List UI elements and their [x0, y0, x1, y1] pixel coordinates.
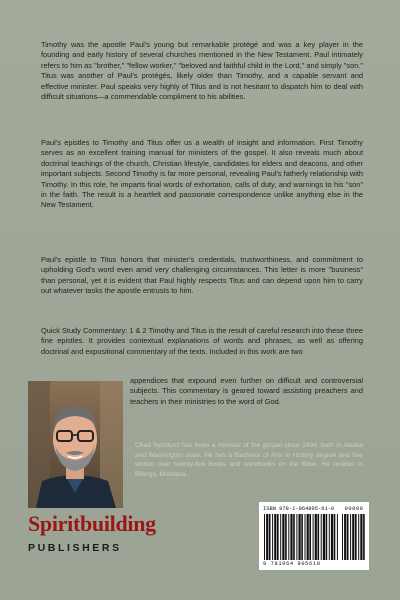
publisher-name-bottom: PUBLISHERS: [28, 542, 122, 554]
blurb-paragraph-4: Quick Study Commentary: 1 & 2 Timothy and Titus is the result of careful research into these three fine epistles. It provides contextual explanations of words and phrases, as well as offering doctrinal and expositional commentary of the texts. Included in this work are two: [41, 326, 363, 356]
blurb-paragraph-1: Timothy was the apostle Paul's young but remarkable protégé and was a key player in the founding and early history of several churches mentioned in the New Testament. Paul intimately refers to him as "brother," "fellow worker," "beloved and faithful child in the Lord," and simply "son." Titus was another of Paul's protégés, likely older than Timothy, and a capable servant and effective minister. Paul speaks very highly of Titus and is not hesitant to dispatch him to deal with difficult situations—a commendable compliment to his abilities.: [41, 40, 363, 102]
blurb-paragraph-4-continued: appendices that expound even further on difficult and controversial subjects. This commentary is geared toward assisting preachers and teachers in their ministries to the word of God.: [130, 376, 363, 406]
barcode-box: [259, 502, 369, 570]
blurb-paragraph-2: Paul's epistles to Timothy and Titus offer us a wealth of insight and information. First Timothy serves as an excellent training manual for ministers of the gospel. It also reveals much about doctrinal teachings of the church, Christian lifestyle, candidates for elders and deacons, and other important subjects. Second Timothy is far more personal, revealing Paul's fatherly relationship with Timothy. In this role, he imparts final words of exhortation, calls of duty, and warnings to his "son" in the faith. The result is a heartfelt and passionate correspondence unlike anything else in the New Testament.: [41, 138, 363, 210]
publisher-logo: [28, 512, 178, 554]
author-bio: Chad Sychtysz has been a minister of the gospel since 1994, both in Alaska and Washington state. He has a Bachelor of Arts in History degree and has written over twenty-five books and workbooks on the Bible. He resides in Billings, Montana.: [135, 442, 363, 478]
isbn-label: ISBN 978-1-964805-61-0: [263, 506, 335, 512]
price-code: 90000: [344, 506, 364, 512]
author-photo: [28, 381, 123, 508]
publisher-name-top: Spiritbuilding: [28, 511, 156, 536]
blurb-paragraph-3: Paul's epistle to Titus honors that minister's credentials, trustworthiness, and commitment to upholding God's word even amid very challenging circumstances. This letter is more "business" than personal, yet it is evident that Paul highly respects Titus and can depend upon him to carry out whatever tasks the apostle entrusts to him.: [41, 255, 363, 296]
barcode-addon-icon: [342, 514, 366, 560]
author-portrait-icon: [28, 381, 123, 508]
barcode-digits: 9 781964 805610: [263, 561, 321, 567]
barcode-icon: [264, 514, 340, 560]
